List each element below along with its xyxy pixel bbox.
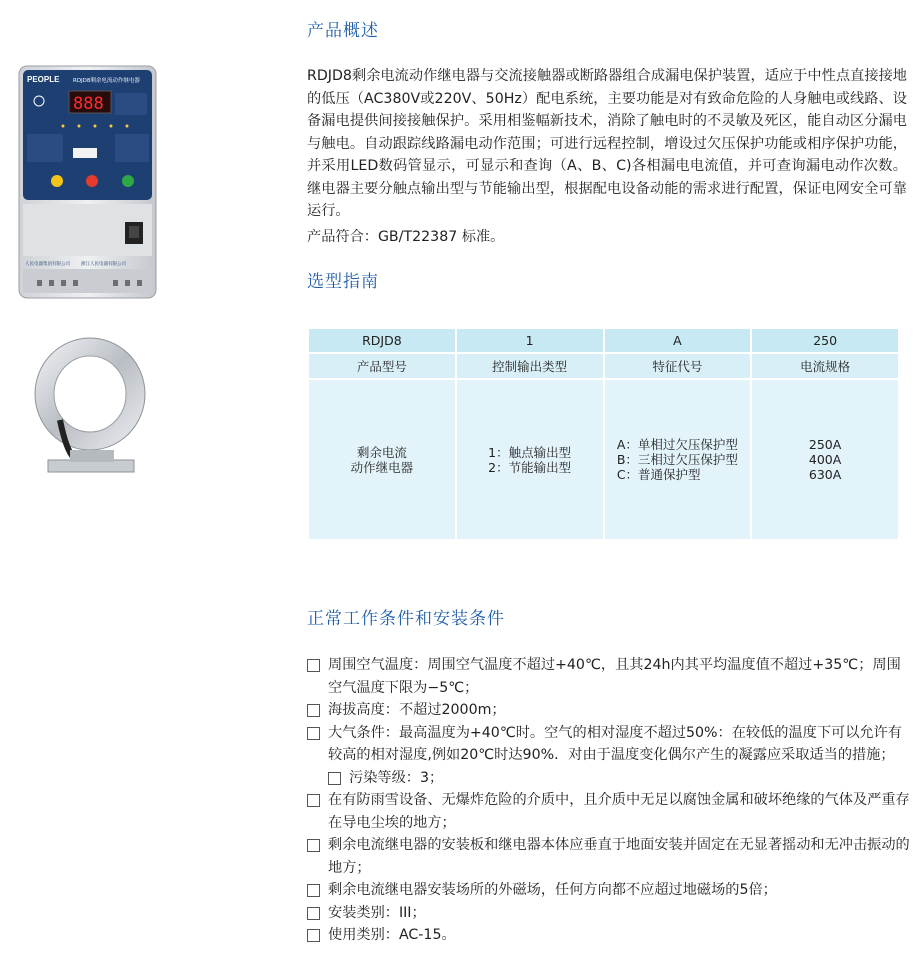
- cell-feature-codes: [604, 379, 752, 540]
- relay-brand: PEOPLE: [27, 75, 60, 84]
- checkbox-icon: [307, 929, 320, 942]
- current-item: 250A: [808, 437, 842, 452]
- conditions-list: [307, 654, 912, 947]
- output-type-item: 1：触点输出型: [488, 444, 572, 460]
- list-item: [307, 789, 912, 834]
- selection-guide-title: 选型指南: [307, 272, 379, 292]
- header-current-spec: 电流规格: [751, 353, 899, 379]
- relay-led-display: 888: [73, 94, 104, 114]
- selection-table: [307, 327, 900, 541]
- condition-text: 使用类别：AC-15。: [328, 927, 456, 943]
- checkbox-icon: [307, 884, 320, 897]
- list-item: [307, 902, 912, 925]
- header-product-model: 产品型号: [308, 353, 456, 379]
- header-feature-code: 特征代号: [604, 353, 752, 379]
- condition-text: 安装类别：III；: [328, 904, 426, 921]
- code-cell-output: 1: [456, 328, 604, 353]
- checkbox-icon: [307, 727, 320, 740]
- condition-text: 周围空气温度：周围空气温度不超过+40℃，且其24h内其平均温度值不超过+35℃；周围空气温度下限为−5℃；: [328, 657, 901, 696]
- table-row-headers: [308, 353, 899, 379]
- condition-text: 大气条件：最高温度为+40℃时。空气的相对湿度不超过50%：在较低的温度下可以允许有较高的相对湿度,例如20℃时达90%．对由于温度变化偶尔产生的凝露应采取适当的措施；: [328, 724, 902, 763]
- checkbox-icon: [307, 704, 320, 717]
- table-row-codes: [308, 328, 899, 353]
- overview-paragraph: RDJD8剩余电流动作继电器与交流接触器或断路器组合成漏电保护装置，适应于中性点直接接地的低压（AC380V或220V、50Hz）配电系统，主要功能是对有致命危险的人身触电或线路、设备漏电提供间接接触保护。采用相鉴幅新技术，消除了触电时的不灵敏及死区，能自动区分漏电与触电。自动跟踪线路漏电动作范围；可进行远程控制，增设过欠压保护功能或相序保护功能，并采用LED数码管显示，可显示和查询（A、B、C)各相漏电电流值，并可查询漏电动作次数。继电器主要分触点输出型与节能输出型，根据配电设备动能的需求进行配置，保证电网安全可靠运行。: [307, 68, 907, 219]
- checkbox-icon: [307, 907, 320, 920]
- current-item: 400A: [808, 452, 842, 467]
- checkbox-icon: [307, 839, 320, 852]
- checkbox-icon: [307, 659, 320, 672]
- code-cell-current: 250: [751, 328, 899, 353]
- feature-code-item: A：单相过欠压保护型: [616, 437, 738, 452]
- current-item: 630A: [808, 467, 842, 482]
- feature-code-item: C：普通保护型: [616, 467, 701, 482]
- product-line: 剩余电流: [356, 444, 407, 460]
- condition-text: 剩余电流继电器的安装板和继电器本体应垂直于地面安装并固定在无显著摇动和无冲击振动的地方；: [328, 837, 910, 876]
- table-row-values: [308, 379, 899, 540]
- list-item: [328, 767, 912, 790]
- list-item: [307, 879, 912, 902]
- current-transformer-image: [30, 332, 152, 482]
- code-cell-feature: A: [604, 328, 752, 353]
- checkbox-icon: [307, 794, 320, 807]
- overview-standard: 产品符合：GB/T22387 标准。: [307, 229, 505, 245]
- cell-output-types: [456, 379, 604, 540]
- relay-product-image: [17, 64, 158, 300]
- relay-footer-right: 浙江人民电器有限公司: [81, 262, 126, 267]
- cell-currents: [751, 379, 899, 540]
- condition-text: 剩余电流继电器安装场所的外磁场，任何方向都不应超过地磁场的5倍；: [328, 882, 777, 898]
- output-type-item: 2：节能输出型: [488, 459, 572, 475]
- cell-product-name: [308, 379, 456, 540]
- header-output-type: 控制输出类型: [456, 353, 604, 379]
- condition-text: 在有防雨雪设备、无爆炸危险的介质中，且介质中无足以腐蚀金属和破坏绝缘的气体及严重存在导电尘埃的地方；: [328, 792, 910, 831]
- list-item: [307, 924, 912, 947]
- list-item: [307, 834, 912, 879]
- checkbox-icon: [328, 772, 341, 785]
- condition-text: 海拔高度：不超过2000m；: [328, 702, 506, 718]
- product-line: 动作继电器: [350, 459, 414, 475]
- list-item: [307, 722, 912, 767]
- list-item: [307, 654, 912, 699]
- condition-text: 污染等级：3；: [349, 769, 444, 786]
- relay-footer-left: 人民电器集团有限公司: [25, 262, 70, 267]
- list-item: [307, 699, 912, 722]
- code-cell-model: RDJD8: [308, 328, 456, 353]
- feature-code-item: B：三相过欠压保护型: [616, 452, 738, 467]
- overview-title: 产品概述: [307, 21, 379, 41]
- relay-model-title: RDJD8剩余电流动作继电器: [73, 78, 140, 84]
- conditions-title: 正常工作条件和安装条件: [307, 609, 505, 629]
